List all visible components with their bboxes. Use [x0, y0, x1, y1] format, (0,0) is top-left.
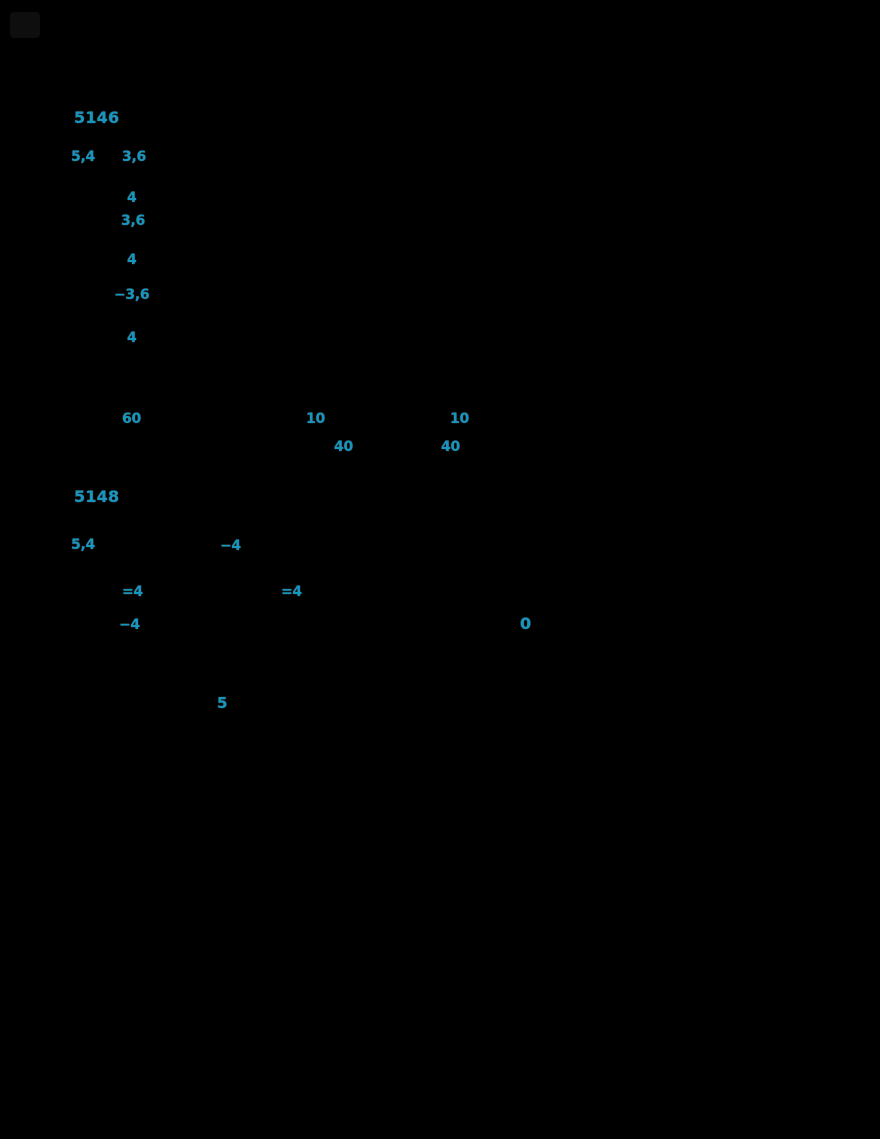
answer-value: 3,6 — [122, 149, 146, 165]
answer-value: 5 — [217, 694, 228, 712]
answer-value: =4 — [281, 584, 302, 600]
fraction-denominator: 40 — [441, 439, 460, 455]
answer-value: 5,4 — [71, 537, 95, 553]
section-number: 5146 — [74, 108, 120, 127]
answer-value: 60 — [122, 411, 141, 427]
fraction-numerator: 10 — [450, 411, 469, 427]
fraction-numerator: 10 — [306, 411, 325, 427]
answer-value: 4 — [127, 330, 137, 346]
corner-artifact — [10, 12, 40, 38]
answer-value: 4 — [127, 252, 137, 268]
answer-value: =4 — [122, 584, 143, 600]
answer-value: 3,6 — [121, 213, 145, 229]
fraction-denominator: 40 — [334, 439, 353, 455]
answer-value: 4 — [127, 190, 137, 206]
answer-value: −3,6 — [114, 287, 150, 303]
answer-value: 5,4 — [71, 149, 95, 165]
answer-value: 0 — [520, 614, 531, 633]
answer-value: −4 — [220, 538, 241, 554]
section-number: 5148 — [74, 487, 120, 506]
answer-value: −4 — [119, 617, 140, 633]
